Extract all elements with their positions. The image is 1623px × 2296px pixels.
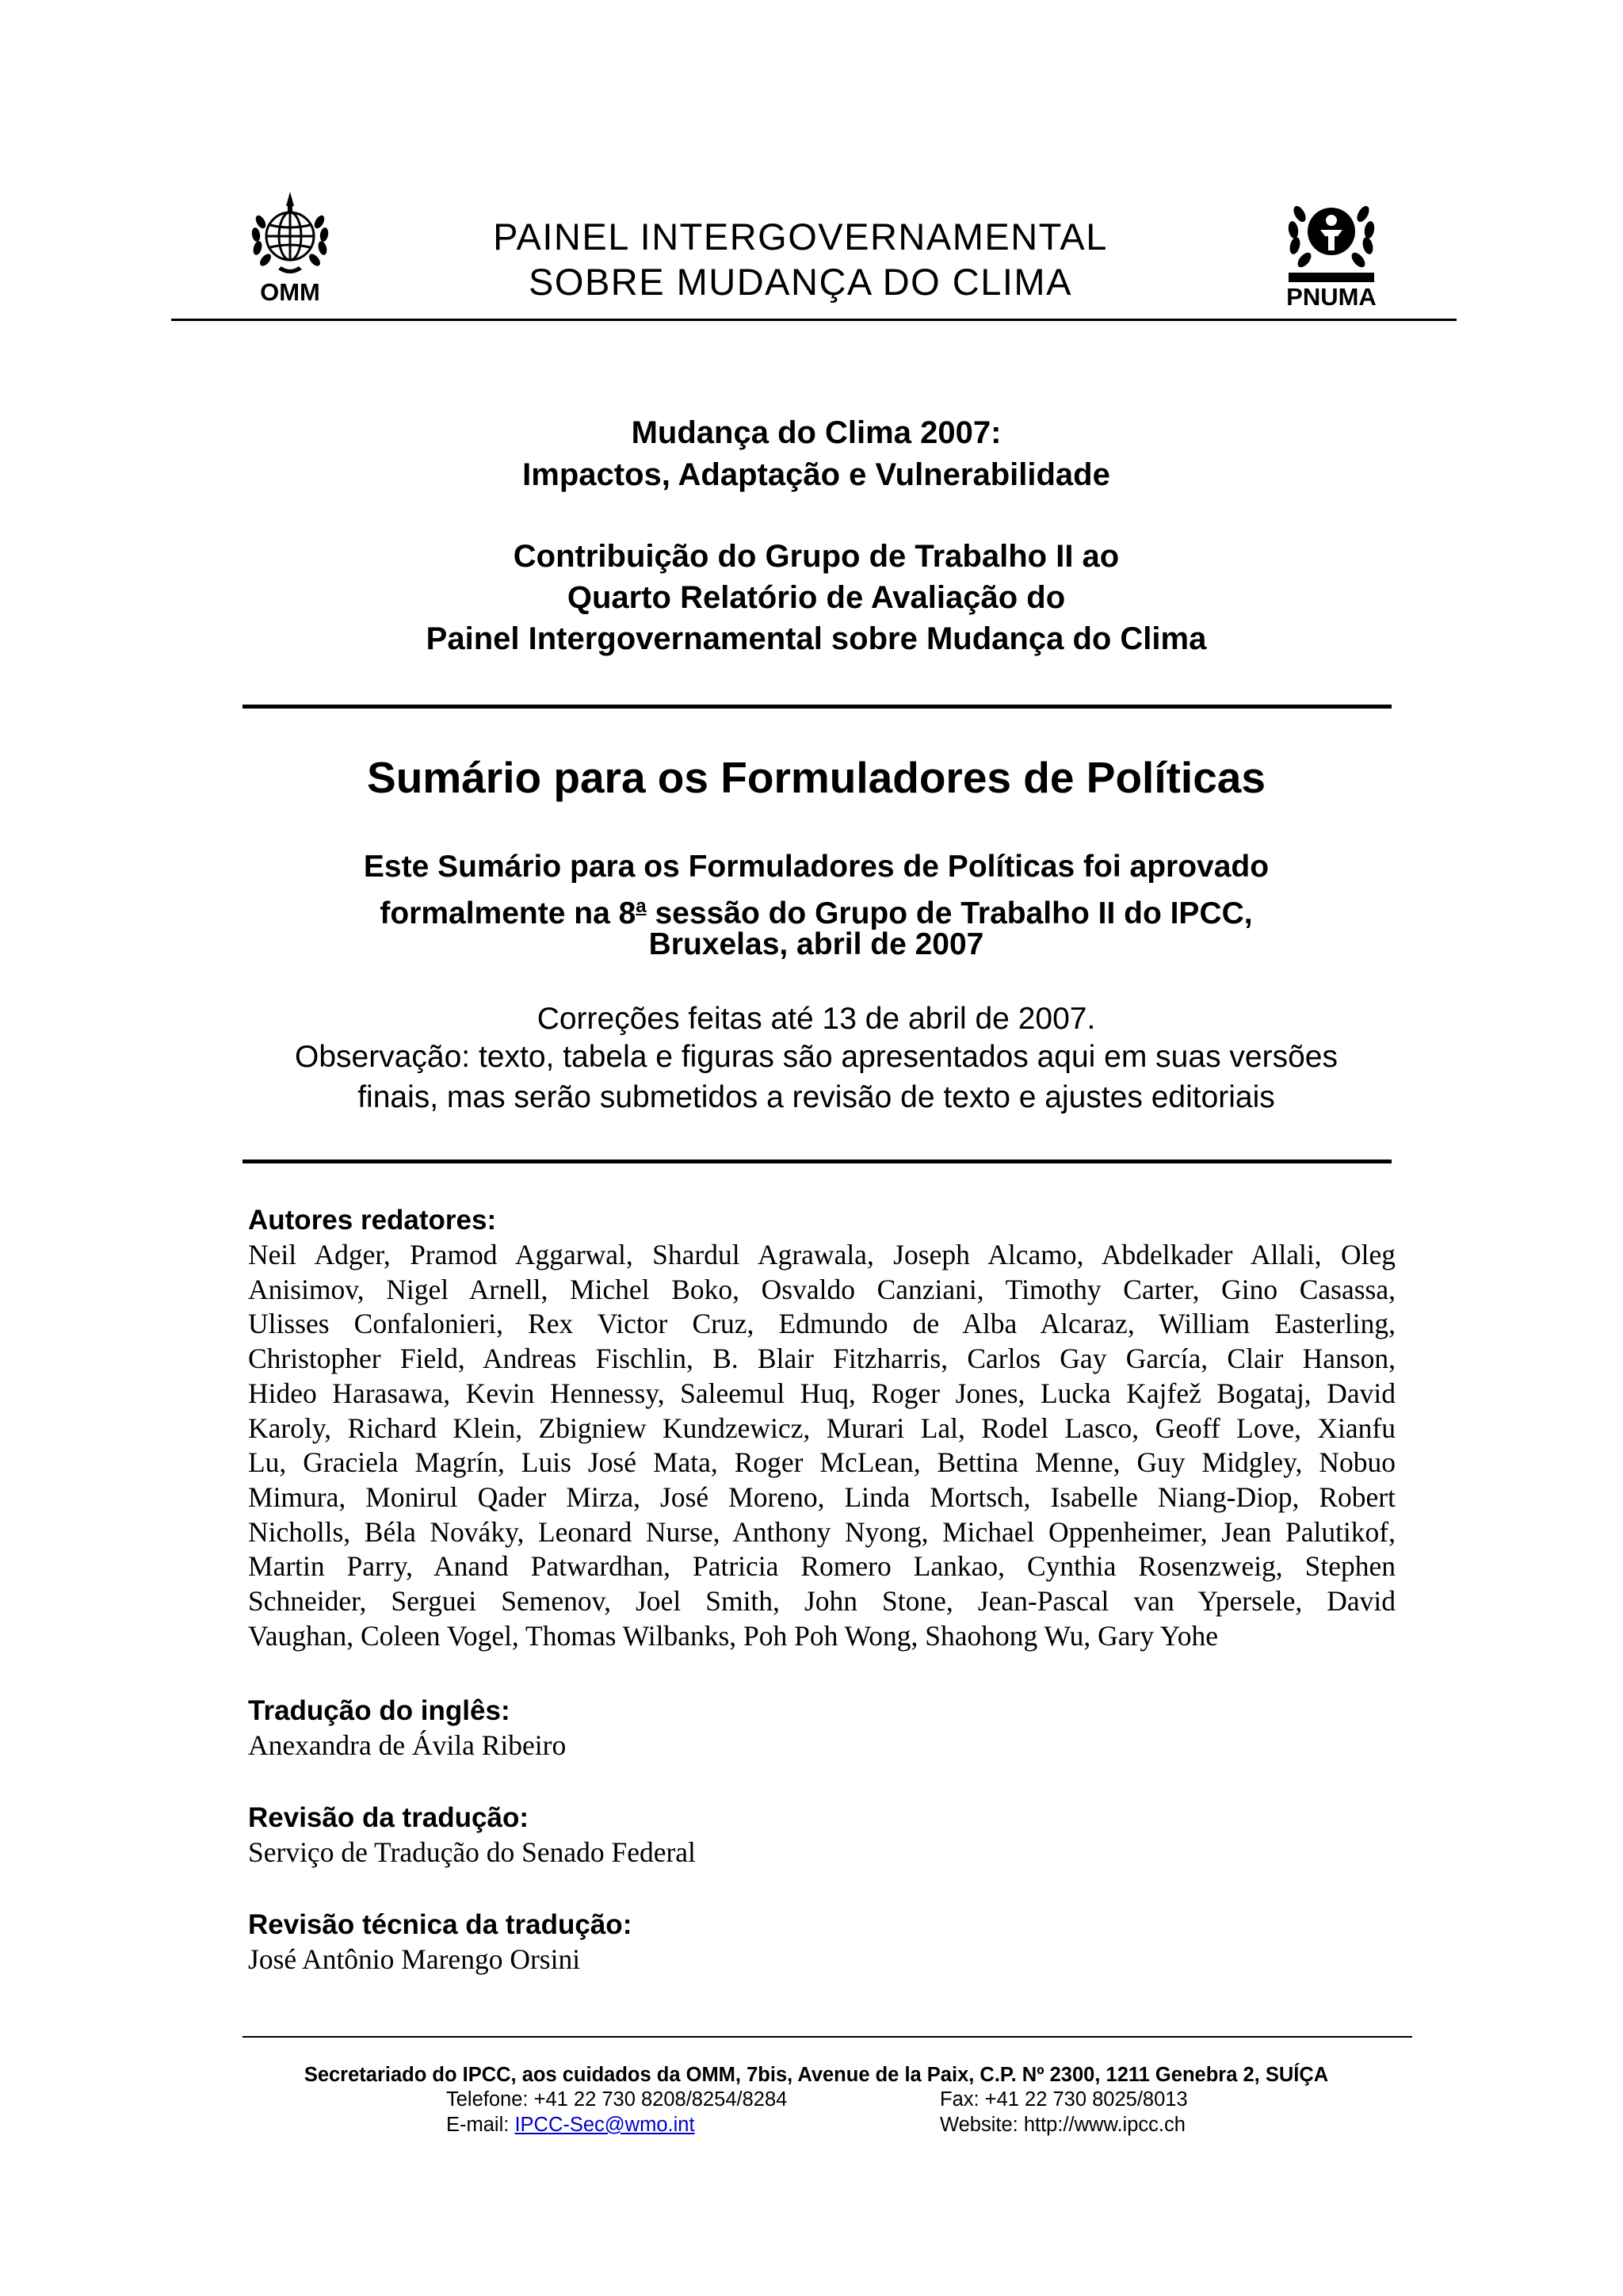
translation-section bbox=[248, 1694, 1396, 1763]
wmo-emblem-icon bbox=[246, 190, 334, 279]
authors-line: Martin Parry, Anand Patwardhan, Patricia Romero Lankao, Cynthia Rosenzweig, Stephen bbox=[248, 1550, 1396, 1583]
authors-line: Ulisses Confalonieri, Rex Victor Cruz, Edmundo de Alba Alcaraz, William Easterling, bbox=[248, 1308, 1396, 1340]
report-title-line2: Impactos, Adaptação e Vulnerabilidade bbox=[522, 457, 1110, 492]
note-line2: Observação: texto, tabela e figuras são apresentados aqui em suas versões bbox=[295, 1040, 1338, 1074]
authors-line: Christopher Field, Andreas Fischlin, B. Blair Fitzharris, Carlos Gay García, Clair Hanson, bbox=[248, 1343, 1396, 1375]
org-title-line2: SOBRE MUDANÇA DO CLIMA bbox=[529, 261, 1072, 303]
translation-review-section bbox=[248, 1801, 1396, 1870]
authors-line: Neil Adger, Pramod Aggarwal, Shardul Agrawala, Joseph Alcamo, Abdelkader Allali, Oleg bbox=[248, 1239, 1396, 1270]
contribution-line1: Contribuição do Grupo de Trabalho II ao bbox=[513, 539, 1120, 574]
contribution-line3: Painel Intergovernamental sobre Mudança do Clima bbox=[426, 621, 1207, 656]
approval-line1: Este Sumário para os Formuladores de Políticas foi aprovado bbox=[363, 850, 1270, 884]
footer-email-link[interactable]: IPCC-Sec@wmo.int bbox=[514, 2114, 695, 2136]
footer-rule bbox=[242, 2036, 1412, 2038]
omm-logo bbox=[235, 190, 346, 306]
authors-line: Mimura, Monirul Qader Mirza, José Moreno, Linda Mortsch, Isabelle Niang-Diop, Robert bbox=[248, 1480, 1396, 1513]
approval-line3: Bruxelas, abril de 2007 bbox=[648, 927, 984, 961]
authors-line: Schneider, Serguei Semenov, Joel Smith, John Stone, Jean-Pascal van Ypersele, David bbox=[248, 1585, 1396, 1618]
footer-phone: Telefone: +41 22 730 8208/8254/8284 bbox=[446, 2088, 788, 2111]
translation-review-body: Serviço de Tradução do Senado Federal bbox=[248, 1836, 696, 1868]
authors-line: Lu, Graciela Magrín, Luis José Mata, Roger McLean, Bettina Menne, Guy Midgley, Nobuo bbox=[248, 1446, 1396, 1479]
approval-line2: formalmente na 8$^a$ sessão do Grupo de Trabalho II do IPCC, bbox=[380, 896, 1253, 930]
header-rule bbox=[171, 319, 1457, 321]
authors-section bbox=[248, 1203, 1396, 1653]
note-line1: Correções feitas até 13 de abril de 2007. bbox=[537, 1002, 1096, 1036]
translation-review-heading: Revisão da tradução: bbox=[248, 1802, 529, 1833]
authors-list bbox=[248, 1238, 1396, 1653]
report-title-line1: Mudança do Clima 2007: bbox=[631, 415, 1002, 450]
footer-fax: Fax: +41 22 730 8025/8013 bbox=[940, 2088, 1188, 2111]
technical-review-body: José Antônio Marengo Orsini bbox=[248, 1943, 581, 1975]
authors-line: Vaughan, Coleen Vogel, Thomas Wilbanks, Poh Poh Wong, Shaohong Wu, Gary Yohe bbox=[248, 1619, 1218, 1652]
translation-heading: Tradução do inglês: bbox=[248, 1695, 510, 1726]
authors-line: Anisimov, Nigel Arnell, Michel Boko, Osvaldo Canziani, Timothy Carter, Gino Casassa, bbox=[248, 1273, 1396, 1305]
title-rule-bottom bbox=[242, 1159, 1392, 1163]
authors-line: Hideo Harasawa, Kevin Hennessy, Saleemul Huq, Roger Jones, Lucka Kajfež Bogataj, David bbox=[248, 1377, 1396, 1409]
footer-email-label: E-mail: bbox=[446, 2114, 515, 2136]
footer-address: Secretariado do IPCC, aos cuidados da OMM, 7bis, Avenue de la Paix, C.P. Nº 2300, 1211 Genebra 2, SUÍÇA bbox=[304, 2064, 1329, 2086]
authors-heading: Autores redatores: bbox=[248, 1205, 497, 1236]
authors-line: Nicholls, Béla Nováky, Leonard Nurse, Anthony Nyong, Michael Oppenheimer, Jean Palutikof, bbox=[248, 1515, 1396, 1548]
pnuma-logo bbox=[1273, 190, 1390, 311]
page-title: Sumário para os Formuladores de Políticas bbox=[367, 753, 1266, 802]
pnuma-logo-label: PNUMA bbox=[1286, 283, 1377, 311]
title-rule-top bbox=[242, 705, 1392, 709]
note-line3: finais, mas serão submetidos a revisão de texto e ajustes editoriais bbox=[357, 1080, 1275, 1114]
org-title-line1: PAINEL INTERGOVERNAMENTAL bbox=[493, 216, 1108, 258]
technical-review-section bbox=[248, 1908, 1396, 1977]
footer-email bbox=[446, 2112, 695, 2138]
translation-body: Anexandra de Ávila Ribeiro bbox=[248, 1729, 567, 1761]
technical-review-heading: Revisão técnica da tradução: bbox=[248, 1909, 632, 1940]
footer-website[interactable]: Website: http://www.ipcc.ch bbox=[940, 2114, 1186, 2136]
authors-line: Karoly, Richard Klein, Zbigniew Kundzewicz, Murari Lal, Rodel Lasco, Geoff Love, Xianfu bbox=[248, 1412, 1396, 1444]
contribution-line2: Quarto Relatório de Avaliação do bbox=[567, 580, 1066, 615]
unep-emblem-icon bbox=[1282, 190, 1381, 284]
omm-logo-label: OMM bbox=[260, 278, 320, 306]
